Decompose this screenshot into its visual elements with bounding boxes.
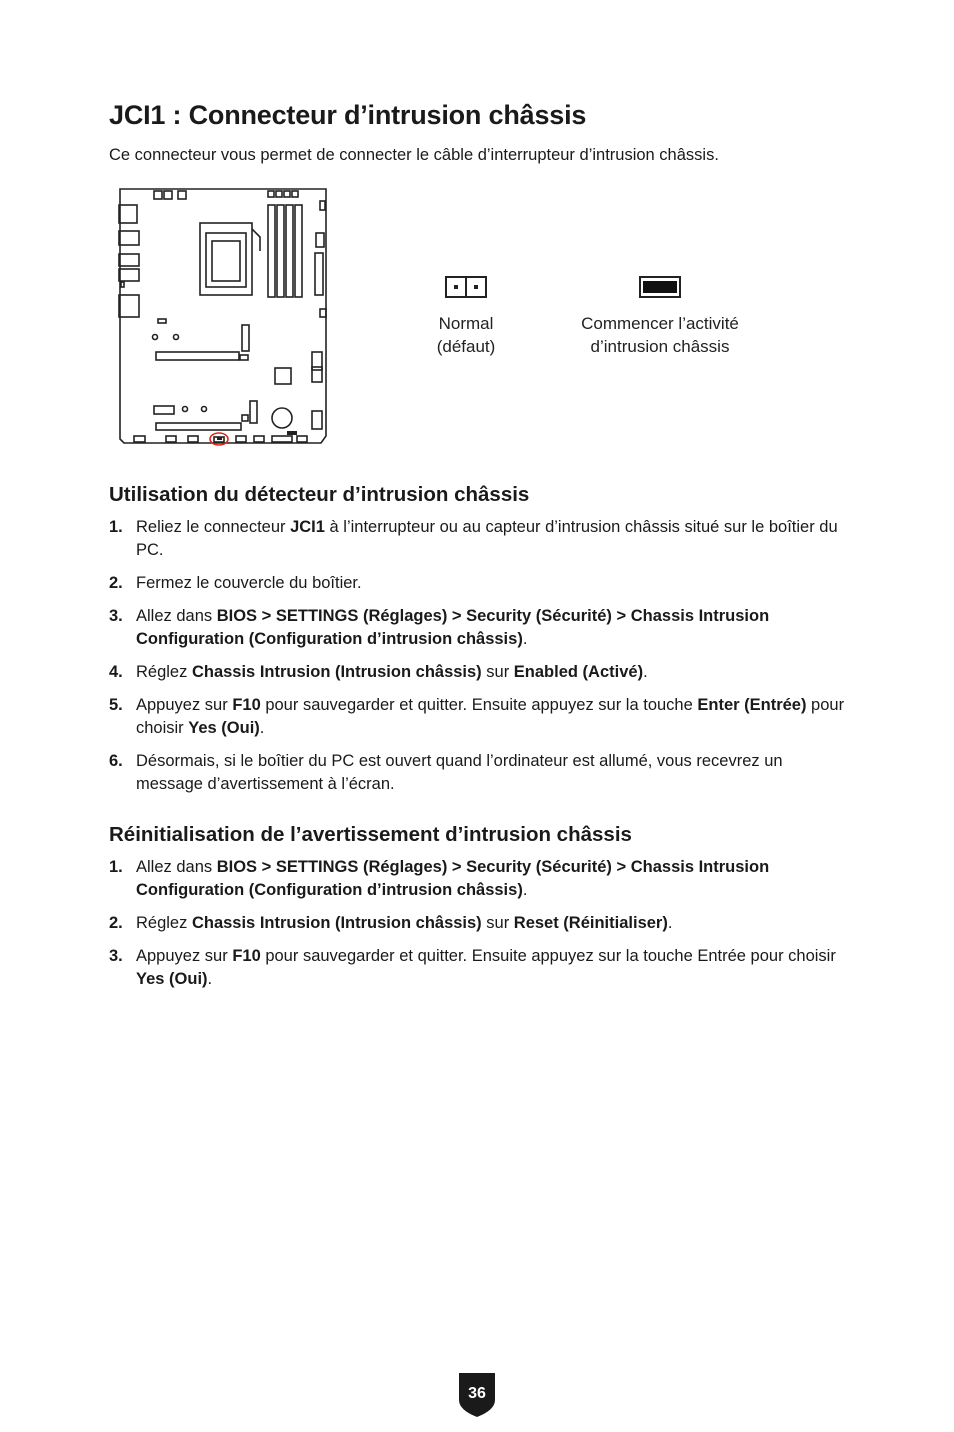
list-item: 2. Fermez le couvercle du boîtier.: [109, 574, 362, 592]
list-item: 1. Allez dans BIOS > SETTINGS (Réglages) > Security (Sécurité) > Chassis Intrusion Configuration (Configuration d’intrusion châssis).: [109, 858, 770, 899]
section1-steps: [109, 516, 849, 806]
pin-trigger: [560, 276, 760, 358]
list-item: 2. Réglez Chassis Intrusion (Intrusion châssis) sur Reset (Réinitialiser).: [109, 914, 673, 932]
section2-heading: Réinitialisation de l’avertissement d’intrusion châssis: [109, 823, 632, 846]
jumper-open-icon: [445, 276, 487, 298]
pin-normal-label-2: (défaut): [436, 337, 496, 356]
intro-text: Ce connecteur vous permet de connecter le câble d’interrupteur d’intrusion châssis.: [109, 146, 719, 164]
jumper-closed-icon: [639, 276, 681, 298]
list-item: 1. Reliez le connecteur JCI1 à l’interrupteur ou au capteur d’intrusion châssis situé sur le boîtier du PC.: [109, 518, 838, 559]
list-item: 4. Réglez Chassis Intrusion (Intrusion châssis) sur Enabled (Activé).: [109, 663, 648, 681]
list-item: 3. Appuyez sur F10 pour sauvegarder et quitter. Ensuite appuyez sur la touche Entrée pour choisir Yes (Oui).: [109, 947, 836, 988]
pin-trigger-label-1: Commencer l’activité: [581, 314, 739, 333]
section2-steps: [109, 856, 849, 1001]
motherboard-diagram: [116, 185, 329, 448]
list-item: 3. Allez dans BIOS > SETTINGS (Réglages) > Security (Sécurité) > Chassis Intrusion Configuration (Configuration d’intrusion châssis).: [109, 607, 770, 648]
section1-heading: Utilisation du détecteur d’intrusion châssis: [109, 483, 530, 506]
page-number-badge: [458, 1372, 496, 1418]
pin-normal-label-1: Normal: [438, 314, 494, 333]
pin-normal: [420, 276, 512, 358]
page-number: 36: [468, 1385, 486, 1402]
page-title: JCI1 : Connecteur d’intrusion châssis: [109, 100, 587, 130]
pin-trigger-label-2: d’intrusion châssis: [590, 337, 730, 356]
list-item: 6. Désormais, si le boîtier du PC est ouvert quand l’ordinateur est allumé, vous recevrez un message d’avertissement à l’écran.: [109, 752, 783, 793]
list-item: 5. Appuyez sur F10 pour sauvegarder et quitter. Ensuite appuyez sur la touche Enter (Entrée) pour choisir Yes (Oui).: [109, 696, 845, 737]
